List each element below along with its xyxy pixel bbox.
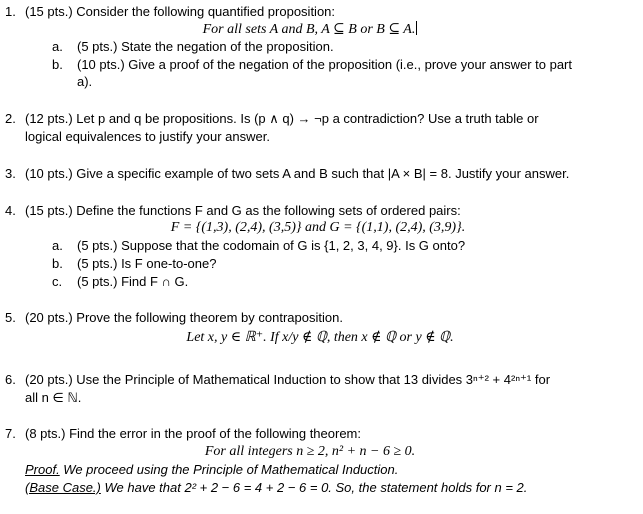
part-label: c. xyxy=(52,274,63,289)
part-label: b. xyxy=(52,256,63,271)
proposition-line: For all sets A and B, A ⊆ B or B ⊆ A. xyxy=(202,22,416,37)
theorem-statement: Let x, y ∈ ℝ⁺. If x/y ∉ ℚ, then x ∉ ℚ or y ∉ ℚ. xyxy=(186,330,454,345)
problem-text: (10 pts.) Give a specific example of two sets A and B such that |A × B| = 8. Justify your answer. xyxy=(25,166,570,181)
problem-text: (20 pts.) Prove the following theorem by contraposition. xyxy=(25,310,343,325)
problem-text: (12 pts.) Let p and q be propositions. Is (p ∧ q) → ¬p a contradiction? Use a truth table or xyxy=(25,111,539,126)
theorem-statement: For all integers n ≥ 2, n² + n − 6 ≥ 0. xyxy=(204,444,416,459)
problem-number: 6. xyxy=(5,372,16,387)
problem-number: 7. xyxy=(5,426,16,441)
part-text-continued: a). xyxy=(77,74,93,89)
part-label: a. xyxy=(52,238,63,253)
part-text: (5 pts.) Find F ∩ G. xyxy=(77,274,189,289)
problem-text: (8 pts.) Find the error in the proof of the following theorem: xyxy=(25,426,362,441)
part-label: b. xyxy=(52,57,63,72)
part-text: (10 pts.) Give a proof of the negation of the proposition (i.e., prove your answer to part xyxy=(77,57,572,72)
proof-intro: Proof. We proceed using the Principle of Mathematical Induction. xyxy=(25,462,399,477)
problem-text: (15 pts.) Define the functions F and G as the following sets of ordered pairs: xyxy=(25,203,461,218)
problem-text: (20 pts.) Use the Principle of Mathematical Induction to show that 13 divides 3ⁿ⁺² + 4²ⁿ⁺¹ for xyxy=(25,372,551,387)
part-label: a. xyxy=(52,39,63,54)
problem-text: (15 pts.) Consider the following quantified proposition: xyxy=(25,4,336,19)
part-text: (5 pts.) State the negation of the proposition. xyxy=(77,39,334,54)
problem-text: all n ∈ ℕ. xyxy=(25,390,82,405)
problem-number: 3. xyxy=(5,166,16,181)
problem-text: logical equivalences to justify your answer. xyxy=(25,129,270,144)
part-text: (5 pts.) Is F one-to-one? xyxy=(77,256,217,271)
problem-number: 2. xyxy=(5,111,16,126)
problem-number: 5. xyxy=(5,310,16,325)
base-case: (Base Case.) We have that 2² + 2 − 6 = 4 + 2 − 6 = 0. So, the statement holds for n = 2. xyxy=(25,480,528,495)
problem-number: 1. xyxy=(5,4,16,19)
problem-number: 4. xyxy=(5,203,16,218)
function-definitions: F = {(1,3), (2,4), (3,5)} and G = {(1,1), (2,4), (3,9)}. xyxy=(170,220,466,235)
part-text: (5 pts.) Suppose that the codomain of G is {1, 2, 3, 4, 9}. Is G onto? xyxy=(77,238,466,253)
text-cursor xyxy=(416,21,417,35)
